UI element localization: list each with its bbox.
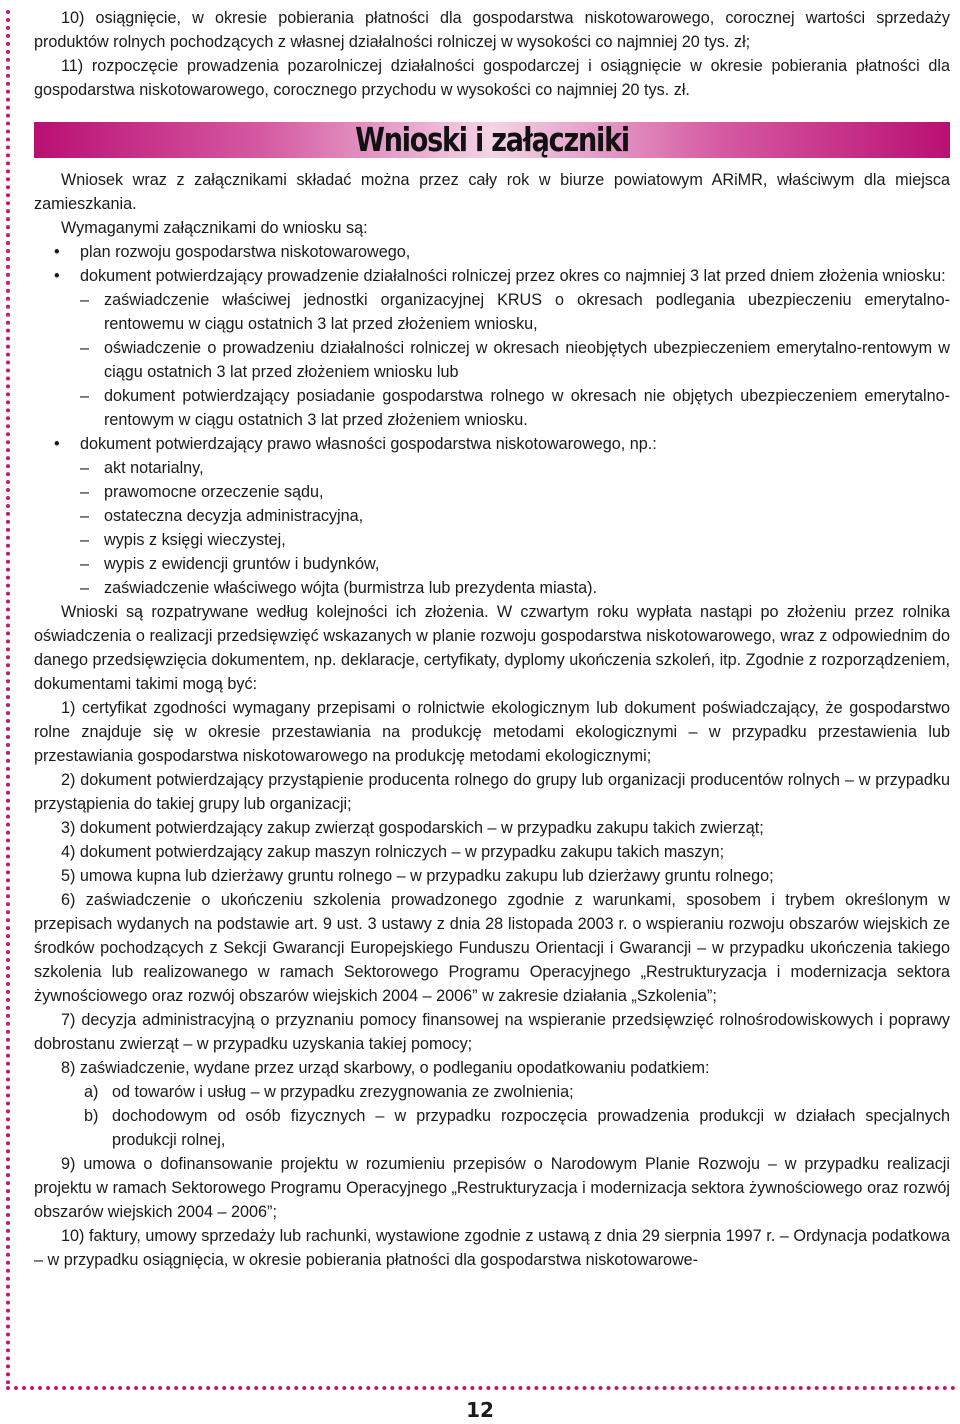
- list-item: – prawomocne orzeczenie sądu,: [34, 480, 950, 504]
- list-item: – zaświadczenie właściwego wójta (burmistrza lub prezydenta miasta).: [34, 576, 950, 600]
- item-10: 10) faktury, umowy sprzedaży lub rachunki, wystawione zgodnie z ustawą z dnia 29 sierpnia 1997 r. – Ordynacja podatkowa – w przypadku osiągnięcia, w okresie pobierania płatności dla gospodarstwa niskotowarowe-: [34, 1227, 950, 1269]
- item-6: 6) zaświadczenie o ukończeniu szkolenia prowadzonego zgodnie z warunkami, sposobem i trybem określonym w przepisach wydanych na podstawie art. 9 ust. 3 ustawy z dnia 28 listopada 2003 r. o wspieraniu rozwoju obszarów wiejskich ze środków pochodzących z Sekcji Gwarancji Europejskiego Funduszu Orientacji i Gwarancji – w przypadku ukończenia takiego szkolenia lub realizowanego w ramach Sektorowego Programu Operacyjnego „Restrukturyzacja i modernizacja sektora żywnościowego oraz rozwój obszarów wiejskich 2004 – 2006” w zakresie działania „Szkolenia”;: [34, 891, 950, 1005]
- intro-paragraph: Wniosek wraz z załącznikami składać można przez cały rok w biurze powiatowym ARiMR, właściwym dla miejsca zamieszkania.: [34, 171, 950, 213]
- item-8b: [34, 1104, 950, 1152]
- paragraph-point-11: 11) rozpoczęcie prowadzenia pozarolniczej działalności gospodarczej i osiągnięcie w okresie pobierania płatności dla gospodarstwa niskotowarowego, corocznego przychodu w wysokości co najmniej 20 tys. zł.: [34, 57, 950, 99]
- list-item: – oświadczenie o prowadzeniu działalności rolniczej w okresach nieobjętych ubezpieczeniem emerytalno-rentowym w ciągu ostatnich 3 lat przed złożeniem wniosku lub: [34, 336, 950, 384]
- list-item: • dokument potwierdzający prawo własności gospodarstwa niskotowarowego, np.:: [34, 432, 950, 456]
- consideration-paragraph: Wnioski są rozpatrywane według kolejności ich złożenia. W czwartym roku wypłata nastąpi po złożeniu przez rolnika oświadczenia o realizacji przedsięwzięć wskazanych w planie rozwoju gospodarstwa niskotowarowego, wraz z odpowiednim do danego przedsięwzięcia dokumentem, np. deklaracje, certyfikaty, dyplomy ukończenia szkoleń, itp. Zgodnie z rozporządzeniem, dokumentami takimi mogą być:: [34, 603, 950, 693]
- attachments-list: [34, 432, 950, 456]
- page-content: [34, 6, 950, 1272]
- item-9: 9) umowa o dofinansowanie projektu w rozumieniu przepisów o Narodowym Planie Rozwoju – w przypadku realizacji projektu w ramach Sektorowego Programu Operacyjnego „Restrukturyzacja i modernizacja sektora żywnościowego oraz rozwój obszarów wiejskich 2004 – 2006”;: [34, 1155, 950, 1221]
- left-dotted-border: [6, 10, 10, 1386]
- item-5: 5) umowa kupna lub dzierżawy gruntu rolnego – w przypadku zakupu lub dzierżawy gruntu rolnego;: [61, 867, 774, 885]
- item-8b-text: dochodowym od osób fizycznych – w przypadku rozpoczęcia prowadzenia produkcji w działach specjalnych produkcji rolnej,: [112, 1107, 950, 1149]
- list-item: – zaświadczenie właściwej jednostki organizacyjnej KRUS o okresach podlegania ubezpieczeniu emerytalno-rentowemu w ciągu ostatnich 3 lat przed złożeniem wniosku,: [34, 288, 950, 336]
- dash-list: [34, 456, 950, 600]
- item-8a-letter: a): [84, 1083, 99, 1101]
- list-item: – wypis z ewidencji gruntów i budynków,: [34, 552, 950, 576]
- item-8b-letter: b): [84, 1107, 99, 1125]
- page-number: 12: [466, 1398, 494, 1422]
- list-item: – akt notarialny,: [34, 456, 950, 480]
- list-item: • dokument potwierdzający prowadzenie działalności rolniczej przez okres co najmniej 3 lat przed dniem złożenia wniosku:: [34, 264, 950, 288]
- item-3: 3) dokument potwierdzający zakup zwierząt gospodarskich – w przypadku zakupu takich zwierząt;: [61, 819, 764, 837]
- attachments-list: [34, 240, 950, 288]
- item-8: 8) zaświadczenie, wydane przez urząd skarbowy, o podleganiu opodatkowaniu podatkiem:: [61, 1059, 710, 1077]
- dash-list: [34, 288, 950, 432]
- required-attachments-intro: Wymaganymi załącznikami do wniosku są:: [61, 219, 368, 237]
- bottom-dotted-border: [6, 1386, 956, 1390]
- item-2: 2) dokument potwierdzający przystąpienie producenta rolnego do grupy lub organizacji producentów rolnych – w przypadku przystąpienia do takiej grupy lub organizacji;: [34, 771, 950, 813]
- item-4: 4) dokument potwierdzający zakup maszyn rolniczych – w przypadku zakupu takich maszyn;: [61, 843, 725, 861]
- section-heading-banner: [34, 122, 950, 158]
- item-8a-text: od towarów i usług – w przypadku zrezygnowania ze zwolnienia;: [112, 1083, 574, 1101]
- item-8a: [34, 1080, 950, 1104]
- item-7: 7) decyzja administracyjną o przyznaniu pomocy finansowej na wspieranie przedsięwzięć rolnośrodowiskowych i poprawy dobrostanu zwierząt – w przypadku uzyskania takiej pomocy;: [34, 1011, 950, 1053]
- list-item: – dokument potwierdzający posiadanie gospodarstwa rolnego w okresach nie objętych ubezpieczeniem emerytalno-rentowym w ciągu ostatnich 3 lat przed złożeniem wniosku.: [34, 384, 950, 432]
- list-item: • plan rozwoju gospodarstwa niskotowarowego,: [34, 240, 950, 264]
- paragraph-point-10: 10) osiągnięcie, w okresie pobierania płatności dla gospodarstwa niskotowarowego, corocznej wartości sprzedaży produktów rolnych pochodzących z własnej działalności rolniczej w wysokości co najmniej 20 tys. zł;: [34, 9, 950, 51]
- list-item: – ostateczna decyzja administracyjna,: [34, 504, 950, 528]
- list-item: – wypis z księgi wieczystej,: [34, 528, 950, 552]
- item-1: 1) certyfikat zgodności wymagany przepisami o rolnictwie ekologicznym lub dokument poświadczający, że gospodarstwo rolne znajduje się w okresie przestawiania na produkcję metodami ekologicznymi – w przypadku przestawienia lub przestawiania gospodarstwa niskotowarowego na produkcję metodami ekologicznymi;: [34, 699, 950, 765]
- section-heading: Wnioski i załączniki: [355, 120, 629, 159]
